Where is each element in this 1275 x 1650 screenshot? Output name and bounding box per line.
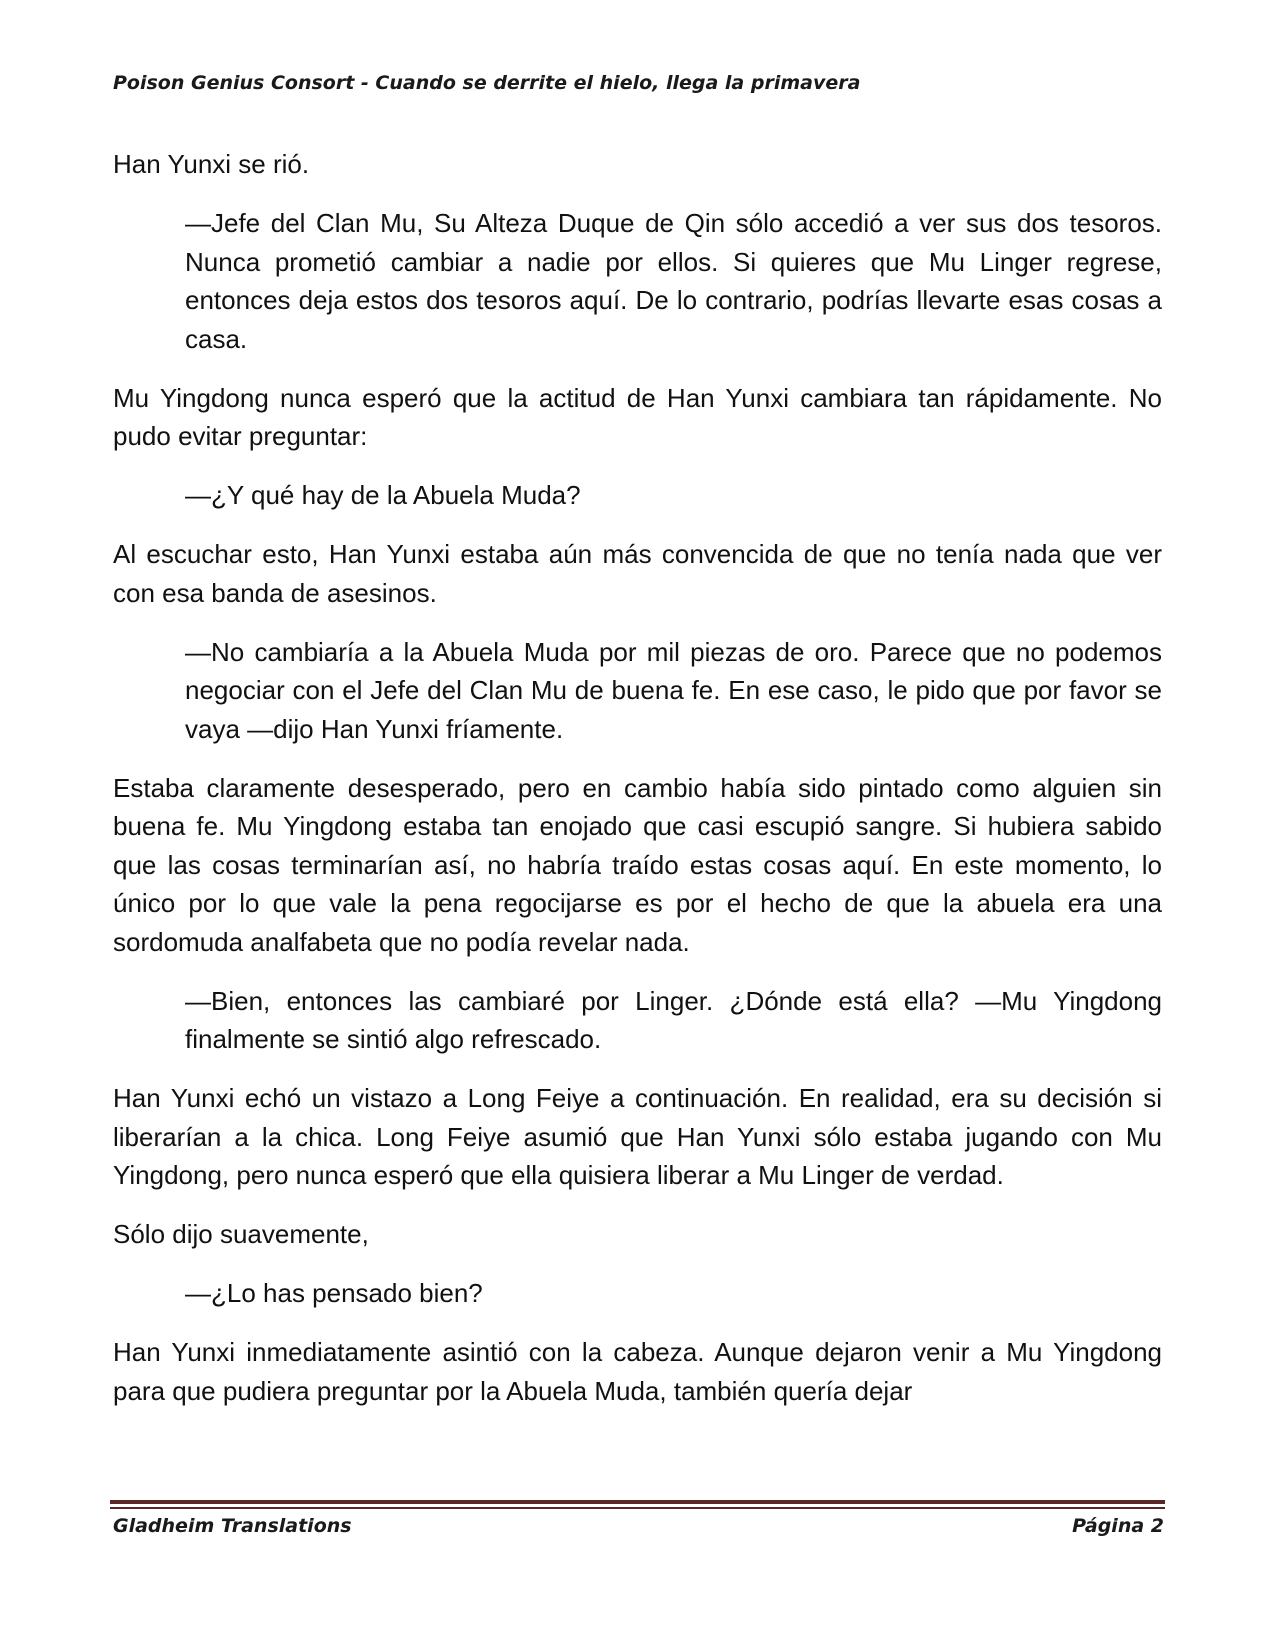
footer-divider-thin (110, 1507, 1165, 1509)
body-text (113, 145, 1162, 1431)
paragraph-4: —¿Y qué hay de la Abuela Muda? (185, 480, 581, 510)
paragraph-2: —Jefe del Clan Mu, Su Alteza Duque de Qin sólo accedió a ver sus dos tesoros. Nunca prometió cambiar a nadie por ellos. Si quieres que Mu Linger regrese, entonces deja estos dos tesoros aquí. De lo contrario, podrías llevarte esas cosas a casa. (185, 208, 1162, 354)
paragraph-6: —No cambiaría a la Abuela Muda por mil piezas de oro. Parece que no podemos negociar con el Jefe del Clan Mu de buena fe. En ese caso, le pido que por favor se vaya —dijo Han Yunxi fríamente. (185, 636, 1162, 744)
paragraph-9: Han Yunxi echó un vistazo a Long Feiye a continuación. En realidad, era su decisión si liberarían a la chica. Long Feiye asumió que Han Yunxi sólo estaba jugando con Mu Yingdong, pero nunca esperó que ella quisiera liberar a Mu Linger de verdad. (113, 1083, 1162, 1190)
paragraph-11: —¿Lo has pensado bien? (185, 1278, 483, 1308)
paragraph-8: —Bien, entonces las cambiaré por Linger. ¿Dónde está ella? —Mu Yingdong finalmente se sintió algo refrescado. (185, 985, 1162, 1054)
page-header-title: Poison Genius Consort - Cuando se derrite el hielo, llega la primavera (113, 72, 861, 94)
footer-page-number: Página 2 (1072, 1515, 1164, 1537)
footer-divider-thick (110, 1500, 1165, 1504)
paragraph-1: Han Yunxi se rió. (113, 149, 310, 179)
footer-translator-credit: Gladheim Translations (113, 1515, 352, 1537)
paragraph-3: Mu Yingdong nunca esperó que la actitud de Han Yunxi cambiara tan rápidamente. No pudo evitar preguntar: (113, 382, 1162, 451)
paragraph-12: Han Yunxi inmediatamente asintió con la cabeza. Aunque dejaron venir a Mu Yingdong para que pudiera preguntar por la Abuela Muda, también quería dejar (113, 1337, 1162, 1406)
paragraph-5: Al escuchar esto, Han Yunxi estaba aún más convencida de que no tenía nada que ver con esa banda de asesinos. (113, 539, 1162, 608)
paragraph-7: Estaba claramente desesperado, pero en cambio había sido pintado como alguien sin buena fe. Mu Yingdong estaba tan enojado que casi escupió sangre. Si hubiera sabido que las cosas terminarían así, no habría traído estas cosas aquí. En este momento, lo único por lo que vale la pena regocijarse es por el hecho de que la abuela era una sordomuda analfabeta que no podía revelar nada. (113, 772, 1162, 957)
paragraph-10: Sólo dijo suavemente, (113, 1219, 369, 1249)
